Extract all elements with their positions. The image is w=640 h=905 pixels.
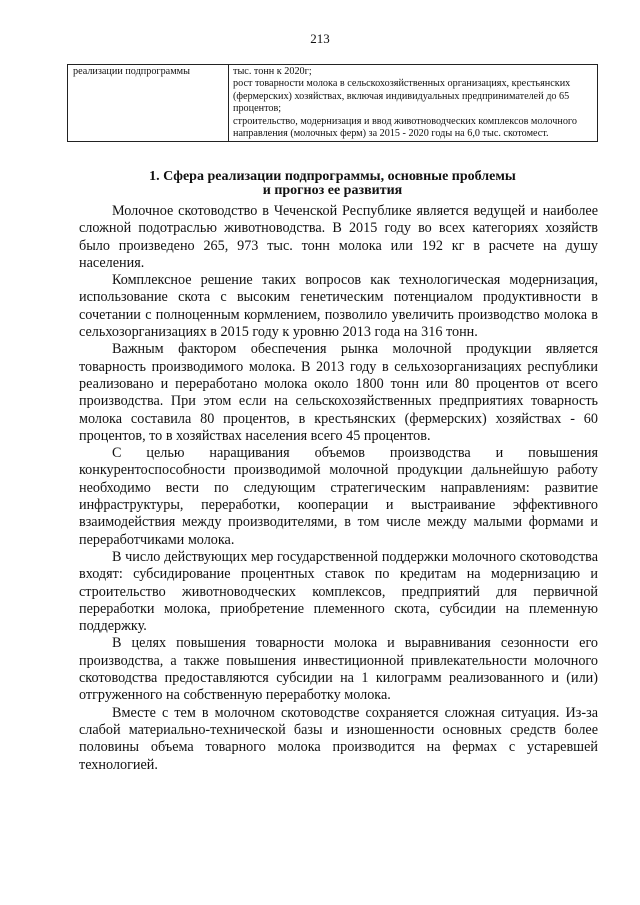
table-row bbox=[68, 65, 598, 142]
table-cell-line: тыс. тонн к 2020г; bbox=[233, 66, 312, 77]
table-cell-label: реализации подпрограммы bbox=[68, 65, 229, 142]
paragraph: Вместе с тем в молочном скотоводстве сохраняется сложная ситуация. Из-за слабой материально-технической базы и изношенности основных средств более половины объема товарного молока производится на фермах с устаревшей технологией. bbox=[79, 704, 598, 773]
paragraph: В целях повышения товарности молока и выравнивания сезонности его производства, а также повышения инвестиционной привлекательности молочного скотоводства предоставляются субсидии на 1 килограмм реализованного и (или) отгруженного на собственную переработку молока. bbox=[79, 635, 598, 704]
section-heading-line-1: 1. Сфера реализации подпрограммы, основные проблемы bbox=[149, 169, 516, 184]
section-heading bbox=[67, 170, 598, 198]
paragraph: В число действующих мер государственной поддержки молочного скотоводства входят: субсидирование процентных ставок по кредитам на модернизацию и строительство животноводческих комплексов, предприятий для первичной переработки молока, приобретение племенного скота, субсидии на племенную поддержку. bbox=[79, 548, 598, 635]
paragraph: С целью наращивания объемов производства и повышения конкурентоспособности производимой молочной продукции дальнейшую работу необходимо вести по следующим стратегическим направлениям: развитие инфраструктуры, переработки, кооперации и выстраивание эффективного взаимодействия между производителями, в том числе между малыми формами и переработчиками молока. bbox=[79, 445, 598, 548]
paragraph: Молочное скотоводство в Чеченской Республике является ведущей и наиболее сложной подотраслью животноводства. В 2015 году во всех категориях хозяйств было произведено 265, 973 тыс. тонн молока или 192 кг в расчете на душу населения. bbox=[79, 203, 598, 271]
paragraph: Комплексное решение таких вопросов как технологическая модернизация, использование скота с высоким генетическим потенциалом продуктивности в сочетании с полноценным кормлением, позволило увеличить производство молока в сельхозорганизациях в 2015 году к уровню 2013 года на 316 тонн. bbox=[79, 272, 598, 341]
table-cell-content bbox=[229, 65, 598, 142]
table-cell-line: рост товарности молока в сельскохозяйственных организациях, крестьянских (фермерских) хозяйствах, включая индивидуальных предпринимателей до 65 процентов; bbox=[233, 78, 571, 115]
table-cell-line: строительство, модернизация и ввод животноводческих комплексов молочного направления (молочных ферм) за 2015 - 2020 годы на 6,0 тыс. скотомест. bbox=[233, 115, 577, 140]
continuation-table bbox=[67, 64, 598, 142]
section-heading-line-2: и прогноз ее развития bbox=[262, 183, 403, 198]
page-number: 213 bbox=[310, 31, 330, 46]
section-body bbox=[79, 203, 598, 774]
paragraph: Важным фактором обеспечения рынка молочной продукции является товарность производимого молока. В 2013 году в сельхозорганизациях республики реализовано и переработано молока около 1800 тонн или 80 процентов от всего производства. При этом если на сельскохозяйственных предприятиях товарность молока составила 80 процентов, в крестьянских (фермерских) хозяйствах - 60 процентов, то в хозяйствах населения всего 45 процентов. bbox=[79, 341, 598, 444]
